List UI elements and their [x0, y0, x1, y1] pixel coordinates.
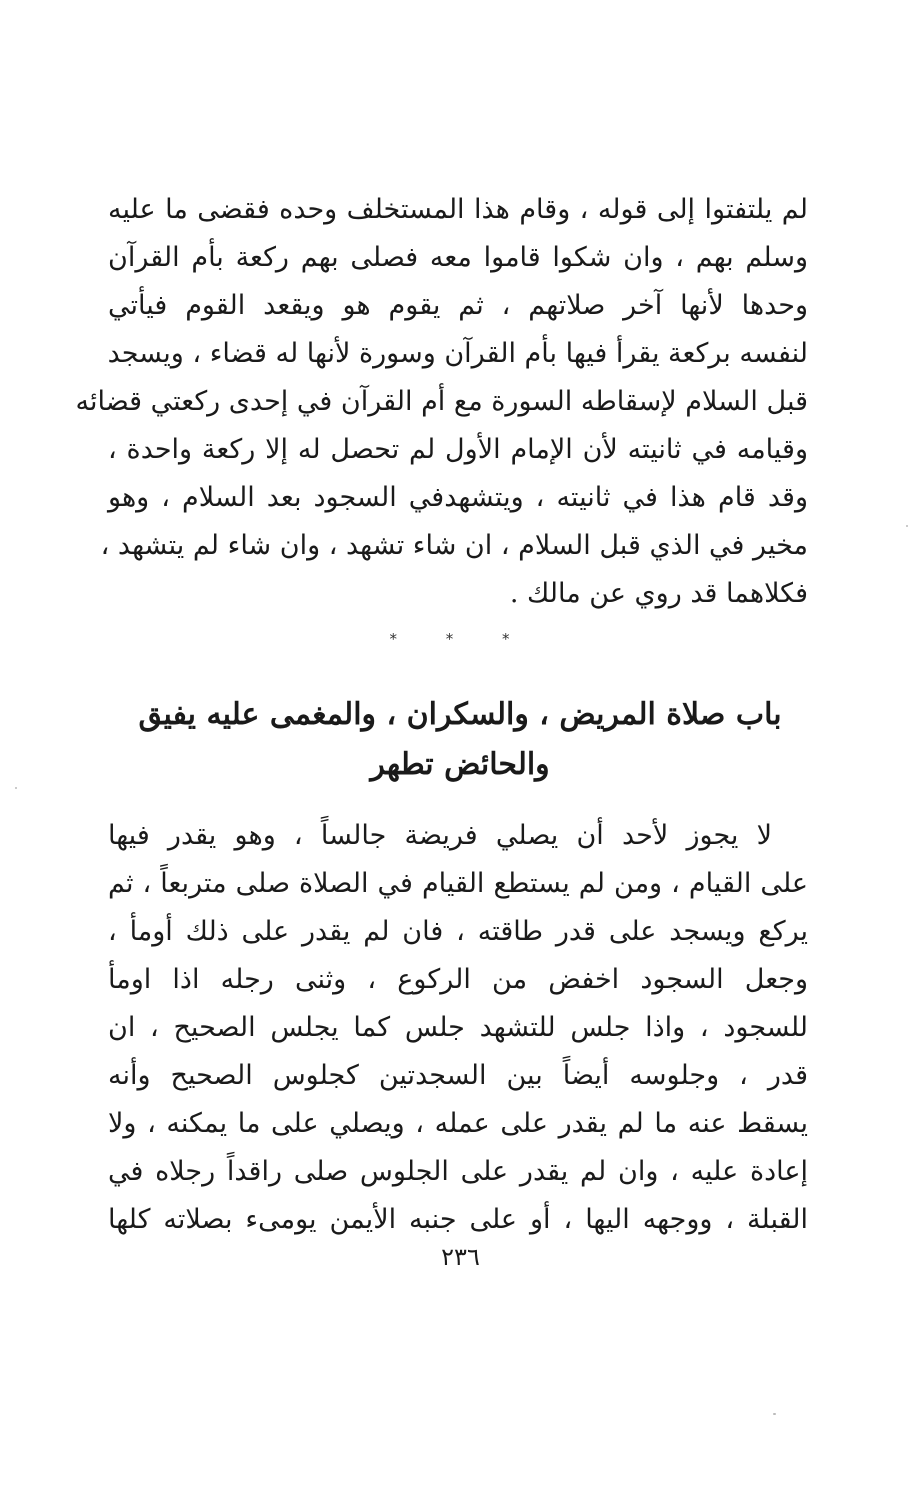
text-line: لم يلتفتوا إلى قوله ، وقام هذا المستخلف وحده فقضى ما عليه	[108, 194, 808, 225]
text-line: فكلاهما قد روي عن مالك .	[509, 578, 808, 609]
scan-speck	[773, 1413, 776, 1415]
heading-line: والحائض تطهر	[370, 747, 550, 782]
page-number: ٢٣٦	[441, 1243, 480, 1271]
text-line: قدر ، وجلوسه أيضاً بين السجدتين كجلوس الصحيح وأنه	[108, 1060, 808, 1091]
text-line: لنفسه بركعة يقرأ فيها بأم القرآن وسورة لأنها له قضاء ، ويسجد	[107, 338, 808, 369]
section-separator: * * *	[389, 630, 532, 648]
text-line: على القيام ، ومن لم يستطع القيام في الصلاة صلى متربعاً ، ثم	[108, 868, 808, 899]
text-line: يركع ويسجد على قدر طاقته ، فان لم يقدر على ذلك أومأ ،	[108, 916, 808, 947]
text-line: وسلم بهم ، وان شكوا قاموا معه فصلى بهم ركعة بأم القرآن	[108, 242, 808, 273]
text-line: مخير في الذي قبل السلام ، ان شاء تشهد ، وان شاء لم يتشهد ،	[100, 530, 808, 561]
scan-speck	[906, 525, 908, 527]
text-line: إعادة عليه ، وان لم يقدر على الجلوس صلى راقداً رجلاه في	[108, 1156, 808, 1187]
text-line: وقيامه في ثانيته لأن الإمام الأول لم تحصل له إلا ركعة واحدة ،	[108, 434, 808, 465]
text-line: يسقط عنه ما لم يقدر على عمله ، ويصلي على ما يمكنه ، ولا	[108, 1108, 808, 1139]
paragraph-body	[108, 812, 808, 1244]
chapter-heading	[100, 690, 820, 790]
heading-line: باب صلاة المريض ، والسكران ، والمغمى عليه يفيق	[138, 697, 782, 732]
text-line: لا يجوز لأحد أن يصلي فريضة جالساً ، وهو يقدر فيها	[108, 820, 772, 851]
text-line: وجعل السجود اخفض من الركوع ، وثنى رجله اذا اومأ	[108, 964, 808, 995]
paragraph-continuation	[75, 186, 808, 618]
text-line: وحدها لأنها آخر صلاتهم ، ثم يقوم هو ويقعد القوم فيأتي	[108, 290, 808, 321]
text-line: القبلة ، ووجهه اليها ، أو على جنبه الأيمن يومىء بصلاته كلها	[108, 1204, 808, 1235]
text-line: للسجود ، واذا جلس للتشهد جلس كما يجلس الصحيح ، ان	[108, 1012, 808, 1043]
text-line: وقد قام هذا في ثانيته ، ويتشهدفي السجود بعد السلام ، وهو	[108, 482, 808, 513]
scan-speck	[15, 787, 17, 789]
text-line: قبل السلام لإسقاطه السورة مع أم القرآن في إحدى ركعتي قضائه	[75, 386, 808, 417]
